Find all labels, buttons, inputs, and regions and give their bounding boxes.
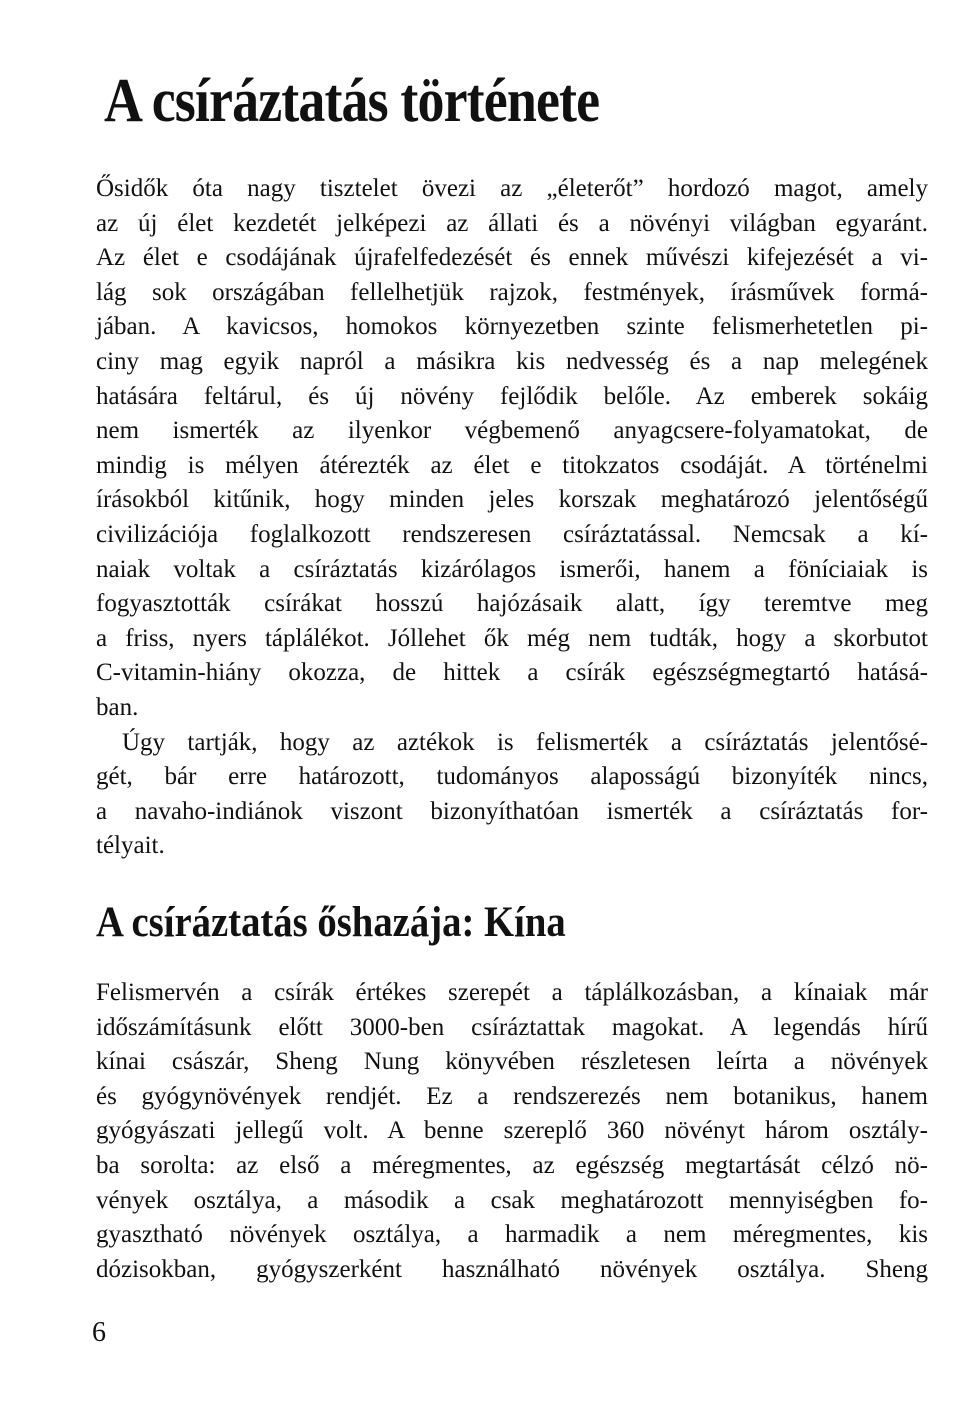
text-line: dózisokban, gyógyszerként használható növények osztálya. Sheng xyxy=(96,1255,928,1283)
text-line: vények osztálya, a második a csak meghatározott mennyiségben fo- xyxy=(96,1186,928,1214)
text-line: ba sorolta: az első a méregmentes, az egészség megtartását célzó nö- xyxy=(96,1151,928,1179)
text-line: gyógyászati jellegű volt. A benne szereplő 360 növényt három osztály- xyxy=(96,1117,928,1145)
text-line: a friss, nyers táplálékot. Jóllehet ők még nem tudták, hogy a skorbutot xyxy=(96,624,928,652)
text-line: C-vitamin-hiány okozza, de hittek a csírák egészségmegtartó hatásá- xyxy=(96,659,928,687)
text-line: jában. A kavicsos, homokos környezetben szinte felismerhetetlen pi- xyxy=(96,313,928,341)
text-line: hatására feltárul, és új növény fejlődik belőle. Az emberek sokáig xyxy=(96,382,928,410)
text-line: Az élet e csodájának újrafelfedezését és ennek művészi kifejezését a vi- xyxy=(96,244,928,272)
text-line: kínai császár, Sheng Nung könyvében részletesen leírta a növények xyxy=(96,1048,928,1076)
text-line: az új élet kezdetét jelképezi az állati és a növényi világban egyaránt. xyxy=(96,209,928,237)
text-line: Felismervén a csírák értékes szerepét a táplálkozásban, a kínaiak már xyxy=(96,979,928,1006)
text-line: gyasztható növények osztálya, a harmadik a nem méregmentes, kis xyxy=(96,1221,928,1249)
text-line: ban. xyxy=(96,693,139,721)
text-line: mindig is mélyen átérezték az élet e titokzatos csodáját. A történelmi xyxy=(96,451,928,479)
text-line: Úgy tartják, hogy az aztékok is felismerték a csíráztatás jelentősé- xyxy=(122,728,928,756)
text-line: időszámításunk előtt 3000-ben csíráztattak magokat. A legendás hírű xyxy=(96,1013,928,1041)
text-line: a navaho-indiánok viszont bizonyíthatóan ismerték a csíráztatás for- xyxy=(96,797,928,825)
text-line: ciny mag egyik napról a másikra kis nedvesség és a nap melegének xyxy=(96,347,928,375)
section1-body xyxy=(96,172,928,864)
text-line: civilizációja foglalkozott rendszeresen csíráztatással. Nemcsak a kí- xyxy=(96,520,928,548)
section-heading: A csíráztatás őshazája: Kína xyxy=(96,899,566,946)
page-number: 6 xyxy=(92,1317,106,1348)
page-title: A csíráztatás története xyxy=(104,67,600,135)
text-line: és gyógynövények rendjét. Ez a rendszerezés nem botanikus, hanem xyxy=(96,1082,928,1110)
text-line: télyait. xyxy=(96,832,165,860)
text-line: nem ismerték az ilyenkor végbemenő anyagcsere-folyamatokat, de xyxy=(96,417,928,445)
text-line: fogyasztották csírákat hosszú hajózásaik alatt, így teremtve meg xyxy=(96,590,928,618)
text-line: lág sok országában fellelhetjük rajzok, festmények, írásművek formá- xyxy=(96,278,928,306)
text-line: írásokból kitűnik, hogy minden jeles korszak meghatározó jelentőségű xyxy=(96,486,928,514)
section2-body xyxy=(96,976,928,1287)
text-line: naiak voltak a csíráztatás kizárólagos ismerői, hanem a föníciaiak is xyxy=(96,555,928,583)
text-line: gét, bár erre határozott, tudományos alaposságú bizonyíték nincs, xyxy=(96,763,928,791)
text-line: Ősidők óta nagy tisztelet övezi az „életerőt” hordozó magot, amely xyxy=(96,175,928,202)
